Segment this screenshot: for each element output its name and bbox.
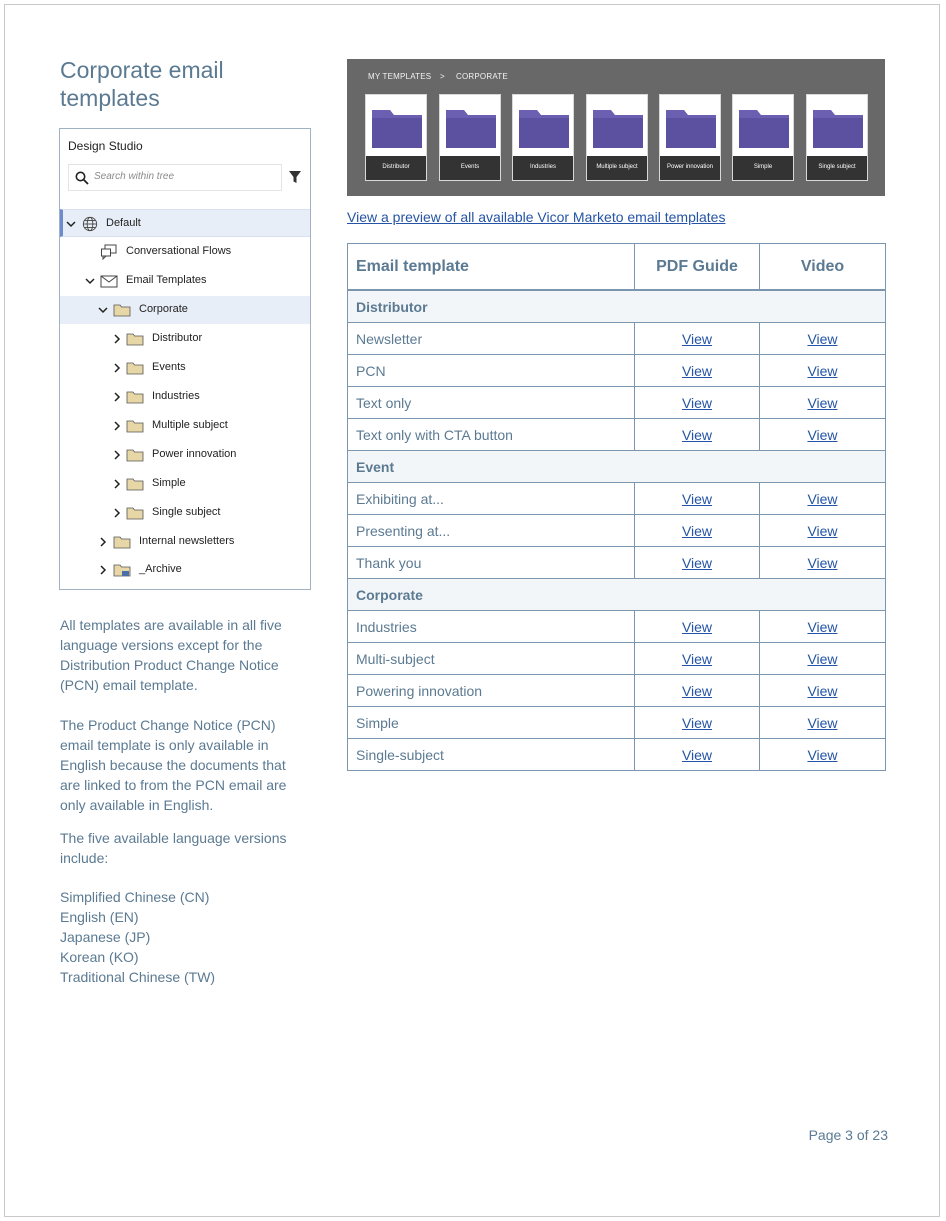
tree-item-power-innovation[interactable] xyxy=(60,441,310,469)
template-folder-tile xyxy=(659,94,721,181)
folder-icon xyxy=(126,418,144,434)
table-row xyxy=(348,643,886,675)
table-row xyxy=(348,611,886,643)
video-cell xyxy=(760,483,886,515)
tree-item-industries[interactable] xyxy=(60,383,310,411)
chevron-right-icon[interactable] xyxy=(112,450,122,460)
tree-item-label: Industries xyxy=(152,390,200,402)
tree-item-simple[interactable] xyxy=(60,470,310,498)
tree-item-label: Distributor xyxy=(152,332,203,344)
table-row xyxy=(348,675,886,707)
chevron-right-icon[interactable] xyxy=(112,508,122,518)
tile-caption: Power innovation xyxy=(660,156,720,180)
pdf-guide-view-link[interactable]: View xyxy=(681,490,713,507)
table-row xyxy=(348,483,886,515)
chevron-right-icon[interactable] xyxy=(112,392,122,402)
video-view-link[interactable]: View xyxy=(807,618,838,635)
pdf-guide-view-link[interactable]: View xyxy=(681,362,713,379)
tile-caption: Industries xyxy=(513,156,573,180)
pdf-guide-cell xyxy=(635,355,760,387)
folder-icon xyxy=(113,302,131,318)
video-view-link[interactable]: View xyxy=(807,714,838,731)
table-group-row xyxy=(348,579,886,611)
table-row xyxy=(348,515,886,547)
purple-folder-icon xyxy=(519,108,569,148)
chevron-down-icon[interactable] xyxy=(66,219,76,229)
pdf-guide-view-link[interactable]: View xyxy=(681,522,713,539)
group-label: Event xyxy=(348,451,886,483)
folder-icon xyxy=(126,476,144,492)
breadcrumb-current: CORPORATE xyxy=(456,72,508,81)
video-cell xyxy=(760,419,886,451)
template-folder-tile xyxy=(586,94,648,181)
table-header-row xyxy=(348,244,886,291)
video-cell xyxy=(760,675,886,707)
purple-folder-icon xyxy=(372,108,422,148)
purple-folder-icon xyxy=(446,108,496,148)
table-group-row xyxy=(348,451,886,483)
template-name-cell: Multi-subject xyxy=(348,643,635,675)
table-row xyxy=(348,419,886,451)
template-name-cell: Powering innovation xyxy=(348,675,635,707)
tile-caption: Events xyxy=(440,156,500,180)
tree-item-single-subject[interactable] xyxy=(60,499,310,527)
tree-search-input[interactable] xyxy=(68,164,282,191)
archive-folder-icon xyxy=(113,562,131,578)
language-item: Traditional Chinese (TW) xyxy=(60,969,216,985)
video-cell xyxy=(760,323,886,355)
page-number: Page 3 of 23 xyxy=(808,1127,888,1143)
purple-folder-icon xyxy=(813,108,863,148)
pdf-guide-view-link[interactable]: View xyxy=(681,426,713,443)
pdf-guide-cell xyxy=(635,515,760,547)
tile-caption: Distributor xyxy=(366,156,426,180)
tile-caption: Single subject xyxy=(807,156,867,180)
breadcrumb-separator: > xyxy=(440,72,445,81)
template-name-cell: PCN xyxy=(348,355,635,387)
tree-item-label: _Archive xyxy=(139,563,182,575)
language-item: Korean (KO) xyxy=(60,949,139,965)
table-row xyxy=(348,355,886,387)
paragraph-availability: All templates are available in all five language versions except for the Distribution Product Change Notice (PCN) email template. xyxy=(60,617,282,693)
tree-item-events[interactable] xyxy=(60,354,310,382)
paragraph-pcn-english: The Product Change Notice (PCN) email template is only available in English because the documents that are linked to from the PCN email are only available in English. xyxy=(60,717,287,813)
templates-table xyxy=(347,243,886,771)
pdf-guide-view-link[interactable]: View xyxy=(681,618,713,635)
template-folder-tile xyxy=(732,94,794,181)
video-cell xyxy=(760,547,886,579)
video-cell xyxy=(760,515,886,547)
tree-item-distributor[interactable] xyxy=(60,325,310,353)
template-name-cell: Simple xyxy=(348,707,635,739)
pdf-guide-cell xyxy=(635,419,760,451)
pdf-guide-view-link[interactable]: View xyxy=(681,682,713,699)
tree-item-label: Multiple subject xyxy=(152,419,228,431)
tree-item-label: Conversational Flows xyxy=(126,245,232,257)
video-cell xyxy=(760,739,886,771)
video-view-link[interactable]: View xyxy=(807,394,838,411)
globe-icon xyxy=(81,216,99,232)
envelope-icon xyxy=(100,273,118,289)
template-folder-tile xyxy=(806,94,868,181)
video-cell xyxy=(760,643,886,675)
chevron-right-icon[interactable] xyxy=(98,537,108,547)
tile-caption: Multiple subject xyxy=(587,156,647,180)
video-view-link[interactable]: View xyxy=(807,330,838,347)
folder-icon xyxy=(126,331,144,347)
pdf-guide-cell xyxy=(635,675,760,707)
folder-icon xyxy=(126,447,144,463)
template-name-cell: Text only with CTA button xyxy=(348,419,635,451)
tree-item-conversational-flows[interactable] xyxy=(60,238,310,266)
breadcrumb-root: MY TEMPLATES xyxy=(368,72,432,81)
tree-panel xyxy=(59,128,311,590)
video-cell xyxy=(760,707,886,739)
group-label: Distributor xyxy=(348,290,886,323)
template-name-cell: Industries xyxy=(348,611,635,643)
language-item: Simplified Chinese (CN) xyxy=(60,889,210,905)
tree-item-label: Single subject xyxy=(152,506,221,518)
tile-caption: Simple xyxy=(733,156,793,180)
folder-icon xyxy=(126,389,144,405)
pdf-guide-view-link[interactable]: View xyxy=(681,714,713,731)
table-row xyxy=(348,739,886,771)
language-item: English (EN) xyxy=(60,909,139,925)
table-group-row xyxy=(348,290,886,323)
template-folder-tile xyxy=(512,94,574,181)
tree-item-email-templates[interactable] xyxy=(60,267,310,295)
folder-icon xyxy=(126,360,144,376)
tree-item-label: Email Templates xyxy=(126,274,207,286)
purple-folder-icon xyxy=(593,108,643,148)
pdf-guide-cell xyxy=(635,387,760,419)
chevron-right-icon[interactable] xyxy=(112,334,122,344)
template-name-cell: Newsletter xyxy=(348,323,635,355)
chevron-right-icon[interactable] xyxy=(98,565,108,575)
pdf-guide-view-link[interactable]: View xyxy=(681,554,713,571)
video-view-link[interactable]: View xyxy=(807,522,838,539)
table-row xyxy=(348,707,886,739)
table-row xyxy=(348,547,886,579)
video-view-link[interactable]: View xyxy=(807,682,838,699)
chat-bubbles-icon xyxy=(100,244,118,260)
filter-icon[interactable] xyxy=(288,169,302,185)
chevron-down-icon[interactable] xyxy=(85,276,95,286)
tree-item-archive[interactable] xyxy=(60,556,310,584)
tree-item-label: Simple xyxy=(152,477,186,489)
template-name-cell: Exhibiting at... xyxy=(348,483,635,515)
pdf-guide-view-link[interactable]: View xyxy=(681,650,713,667)
tree-item-internal-newsletters[interactable] xyxy=(60,528,310,556)
pdf-guide-view-link[interactable]: View xyxy=(681,746,713,763)
video-view-link[interactable]: View xyxy=(807,746,838,763)
preview-all-templates-link[interactable]: View a preview of all available Vicor Marketo email templates xyxy=(347,209,726,225)
folder-icon xyxy=(126,505,144,521)
pdf-guide-cell xyxy=(635,611,760,643)
pdf-guide-view-link[interactable]: View xyxy=(681,394,713,411)
column-header-email-template: Email template xyxy=(348,244,635,291)
tree-item-default[interactable] xyxy=(60,209,310,237)
chevron-right-icon[interactable] xyxy=(112,363,122,373)
column-header-pdf-guide: PDF Guide xyxy=(635,244,760,291)
template-name-cell: Thank you xyxy=(348,547,635,579)
tree-item-label: Internal newsletters xyxy=(139,535,235,547)
paragraph-languages-intro: The five available language versions include: xyxy=(60,830,287,866)
pdf-guide-cell xyxy=(635,483,760,515)
tree-item-corporate[interactable] xyxy=(60,296,310,324)
tree-item-multiple-subject[interactable] xyxy=(60,412,310,440)
template-name-cell: Text only xyxy=(348,387,635,419)
video-cell xyxy=(760,355,886,387)
search-icon xyxy=(75,171,89,185)
video-cell xyxy=(760,611,886,643)
pdf-guide-cell xyxy=(635,643,760,675)
page-title: Corporate email templates xyxy=(60,57,224,111)
pdf-guide-cell xyxy=(635,323,760,355)
templates-screenshot xyxy=(347,59,885,196)
language-item: Japanese (JP) xyxy=(60,929,151,945)
table-row xyxy=(348,323,886,355)
template-name-cell: Single-subject xyxy=(348,739,635,771)
folder-icon xyxy=(113,534,131,550)
tree-item-label: Power innovation xyxy=(152,448,237,460)
template-folder-tile xyxy=(439,94,501,181)
pdf-guide-view-link[interactable]: View xyxy=(681,330,713,347)
video-view-link[interactable]: View xyxy=(807,650,838,667)
chevron-down-icon[interactable] xyxy=(98,305,108,315)
tree-header: Design Studio xyxy=(68,139,143,153)
purple-folder-icon xyxy=(666,108,716,148)
video-view-link[interactable]: View xyxy=(807,490,838,507)
search-placeholder: Search within tree xyxy=(94,171,175,182)
group-label: Corporate xyxy=(348,579,886,611)
pdf-guide-cell xyxy=(635,739,760,771)
chevron-right-icon[interactable] xyxy=(112,479,122,489)
pdf-guide-cell xyxy=(635,707,760,739)
tree-item-label: Events xyxy=(152,361,186,373)
template-folder-tile xyxy=(365,94,427,181)
video-cell xyxy=(760,387,886,419)
tree-item-label: Default xyxy=(106,217,141,229)
chevron-right-icon[interactable] xyxy=(112,421,122,431)
tree-item-label: Corporate xyxy=(139,303,188,315)
template-name-cell: Presenting at... xyxy=(348,515,635,547)
column-header-video: Video xyxy=(760,244,886,291)
video-view-link[interactable]: View xyxy=(807,426,838,443)
video-view-link[interactable]: View xyxy=(807,554,838,571)
pdf-guide-cell xyxy=(635,547,760,579)
purple-folder-icon xyxy=(739,108,789,148)
language-list xyxy=(60,887,305,987)
video-view-link[interactable]: View xyxy=(807,362,838,379)
table-body xyxy=(348,290,886,771)
table-row xyxy=(348,387,886,419)
